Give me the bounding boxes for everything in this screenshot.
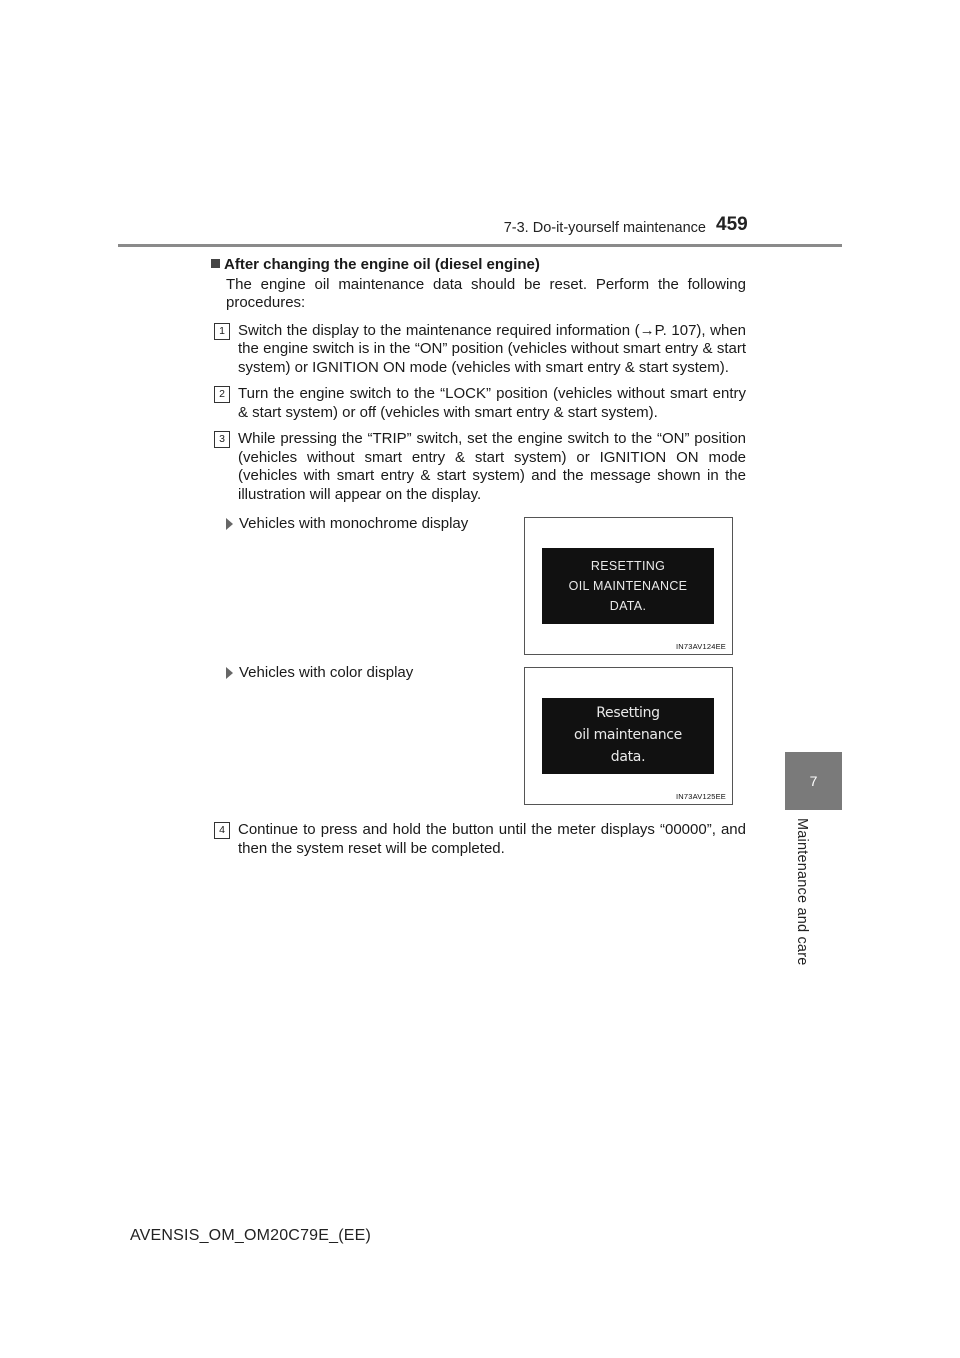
step-number-badge: 4 [214, 822, 230, 839]
illustration-code: IN73AV124EE [675, 642, 726, 651]
main-content [211, 256, 746, 512]
section-intro: The engine oil maintenance data should be reset. Perform the following procedures: [226, 275, 746, 311]
variant-label-text: Vehicles with monochrome display [239, 515, 469, 532]
illustration-code: IN73AV125EE [675, 792, 726, 801]
footer-doc-code: AVENSIS_OM_OM20C79E_(EE) [130, 1227, 372, 1244]
screen-line: OIL MAINTENANCE [568, 579, 688, 593]
screen-line: Resetting [596, 705, 660, 721]
step-text: While pressing the “TRIP” switch, set the engine switch to the “ON” position (vehicles without smart entry & start system) or IGNITION ON mode (vehicles with smart entry & start system) and the message shown in the illustration will appear on the display. [238, 430, 746, 503]
screen-line: DATA. [609, 599, 647, 613]
illustration-monochrome-display [524, 517, 733, 655]
step-number-badge: 1 [214, 323, 230, 340]
step-text: Continue to press and hold the button until the meter displays “00000”, and then the system reset will be completed. [238, 821, 746, 857]
step [211, 385, 746, 422]
step-number-badge: 3 [214, 431, 230, 448]
step-text: Turn the engine switch to the “LOCK” position (vehicles without smart entry & start system) or off (vehicles with smart entry & start system). [238, 385, 746, 421]
triangle-bullet-icon [226, 667, 233, 679]
page-number: 459 [716, 214, 748, 235]
header-rule [118, 244, 842, 247]
step-number-badge: 2 [214, 386, 230, 403]
triangle-bullet-icon [226, 518, 233, 530]
screen-line: data. [610, 749, 646, 765]
header-section-title: 7-3. Do-it-yourself maintenance [503, 220, 706, 236]
screen-line: oil maintenance [573, 727, 682, 743]
display-screen [542, 548, 714, 624]
screen-line: RESETTING [590, 559, 666, 573]
chapter-number: 7 [809, 773, 818, 789]
chapter-label: Maintenance and care [794, 818, 810, 966]
illustration-color-display [524, 667, 733, 805]
step [211, 821, 746, 858]
step-text: Switch the display to the maintenance required information (→P. 107), when the engine switch is in the “ON” position (vehicles without smart entry & start system) or IGNITION ON mode (vehicles with smart entry & start system). [238, 321, 746, 376]
variant-label-color [226, 664, 413, 681]
section-heading-text: After changing the engine oil (diesel engine) [224, 256, 540, 273]
square-bullet-icon [211, 259, 220, 268]
variant-label-monochrome [226, 515, 468, 532]
step-four-block [211, 821, 746, 866]
step [211, 430, 746, 504]
section-heading [211, 256, 746, 275]
step [211, 322, 746, 378]
variant-label-text: Vehicles with color display [239, 664, 414, 681]
display-screen [542, 698, 714, 774]
chapter-tab [785, 752, 842, 810]
